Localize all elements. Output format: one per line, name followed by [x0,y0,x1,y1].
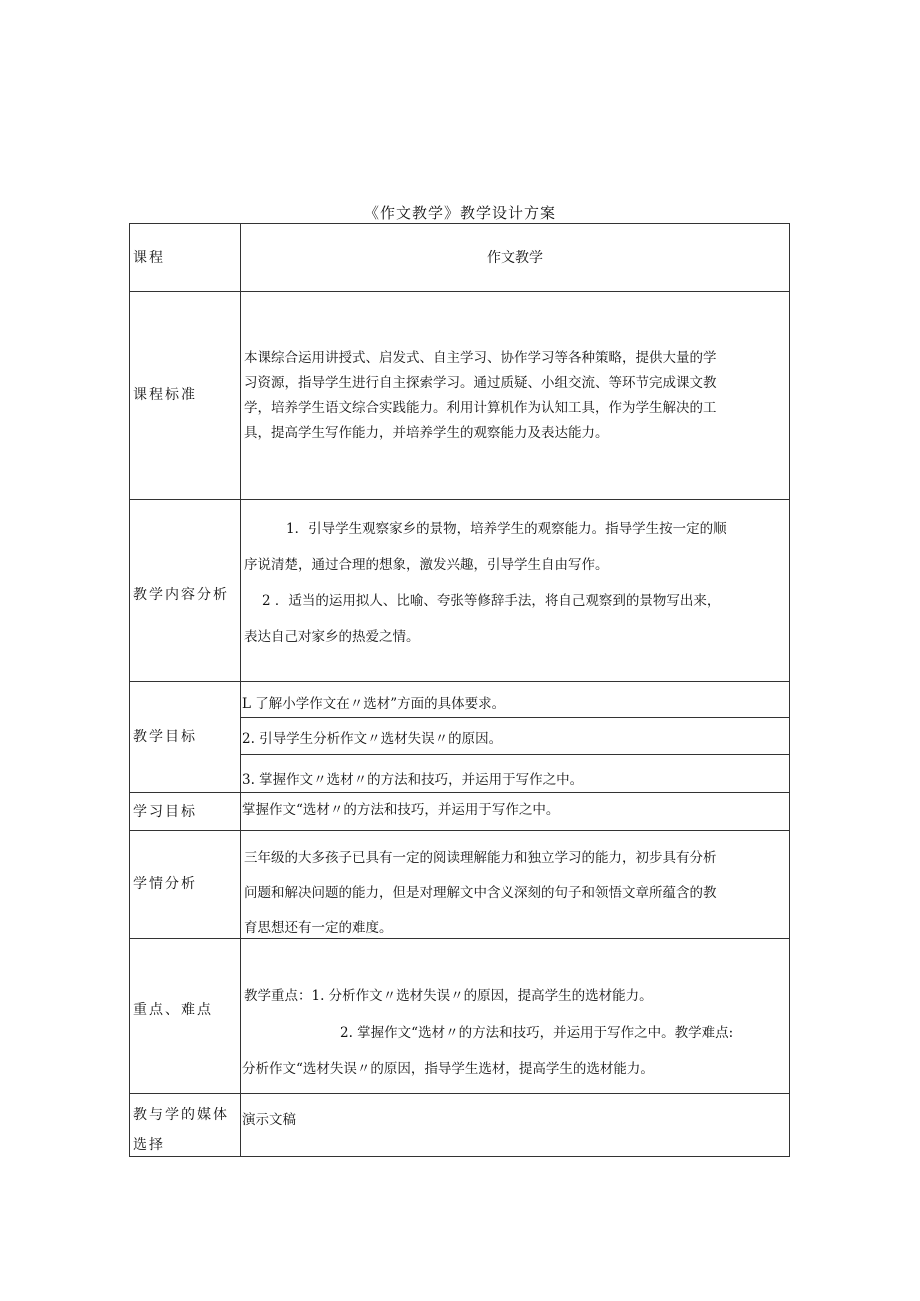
label-course: 课程 [133,250,165,266]
standard-line: 本课综合运用讲授式、启发式、自主学习、协作学习等各种策略，提供大量的学 [244,350,717,366]
goal-item-3: 3. 掌握作文〃选材〃的方法和技巧，并运用于写作之中。 [242,772,584,788]
standard-line: 习资源，指导学生进行自主探索学习。通过质疑、小组交流、等环节完成课文教 [244,375,717,391]
key-line-2: 2. 掌握作文“选材〃的方法和技巧，并运用于写作之中。教学难点: [340,1025,734,1041]
content-item-1-line: 序说清楚，通过合理的想象，激发兴趣，引导学生自由写作。 [244,557,609,573]
label-content: 教学内容分析 [133,587,229,603]
students-line: 问题和解决问题的能力，但是对理解文中含义深刻的句子和领悟文章所蕴含的教 [244,885,717,901]
key-line-3: 分析作文“选材失误〃的原因，指导学生选材，提高学生的选材能力。 [242,1061,654,1077]
value-content [244,511,727,655]
label-media [133,1100,229,1160]
goal-item-1: L 了解小学作文在〃选材”方面的具体要求。 [242,696,506,712]
label-media-line: 教与学的媒体 [133,1107,229,1123]
document-title: 《作文教学》教学设计方案 [363,204,556,222]
value-media: 演示文稿 [242,1112,296,1128]
standard-line: 具，提高学生写作能力，并培养学生的观察能力及表达能力。 [244,425,609,441]
standard-line: 学，培养学生语文综合实践能力。利用计算机作为认知工具，作为学生解决的工 [244,400,717,416]
value-students [244,841,717,946]
students-line: 育思想还有一定的难度。 [244,920,393,936]
value-standard [244,346,717,446]
content-item-2-line: 表达自己对家乡的热爱之情。 [244,629,420,645]
content-item-1-line: 1．引导学生观察家乡的景物，培养学生的观察能力。指导学生按一定的顺 [286,521,727,537]
value-course: 作文教学 [487,250,543,266]
value-learning: 掌握作文“选材〃的方法和技巧，并运用于写作之中。 [242,802,560,818]
label-goals: 教学目标 [133,729,197,745]
goal-item-2: 2. 引导学生分析作文〃选材失误〃的原因。 [242,731,503,747]
label-media-line: 选择 [133,1137,165,1153]
students-line: 三年级的大多孩子已具有一定的阅读理解能力和独立学习的能力，初步具有分析 [244,850,717,866]
label-learning: 学习目标 [133,804,197,820]
key-line-1: 教学重点：1. 分析作文〃选材失误〃的原因，提高学生的选材能力。 [244,988,653,1004]
label-standard: 课程标准 [133,387,197,403]
content-item-2-line: 2 ．适当的运用拟人、比喻、夸张等修辞手法，将自己观察到的景物写出来， [262,593,721,609]
label-key: 重点、难点 [133,1002,213,1018]
label-students: 学情分析 [133,876,197,892]
